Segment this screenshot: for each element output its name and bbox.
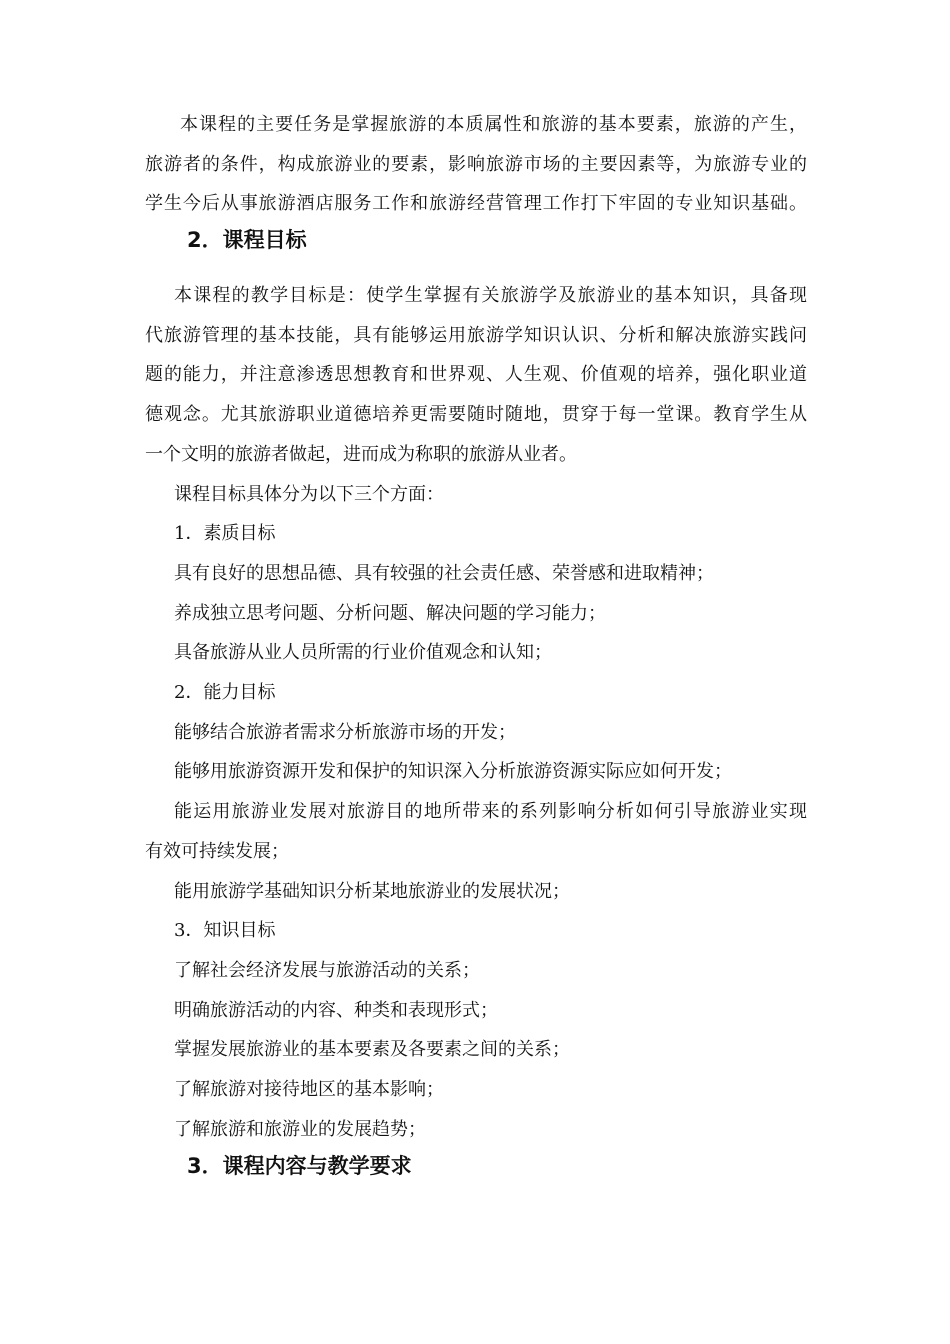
list-item: 能够结合旅游者需求分析旅游市场的开发； [174, 722, 516, 743]
paragraph-line: 本课程的主要任务是掌握旅游的本质属性和旅游的基本要素，旅游的产生， [180, 114, 807, 135]
list-item: 了解旅游和旅游业的发展趋势； [174, 1119, 426, 1140]
section-heading: 3．课程内容与教学要求 [187, 1154, 412, 1178]
list-item: 能运用旅游业发展对旅游目的地所带来的系列影响分析如何引导旅游业实现 [174, 801, 807, 822]
paragraph-line: 德观念。尤其旅游职业道德培养更需要随时随地，贯穿于每一堂课。教育学生从 [145, 404, 807, 425]
list-item: 具有良好的思想品德、具有较强的社会责任感、荣誉感和进取精神； [174, 563, 714, 584]
paragraph-line: 旅游者的条件，构成旅游业的要素，影响旅游市场的主要因素等，为旅游专业的 [145, 154, 807, 175]
list-item: 了解旅游对接待地区的基本影响； [174, 1079, 444, 1100]
list-item-continuation: 有效可持续发展； [145, 841, 289, 862]
paragraph-line: 学生今后从事旅游酒店服务工作和旅游经营管理工作打下牢固的专业知识基础。 [145, 193, 807, 214]
list-item: 能够用旅游资源开发和保护的知识深入分析旅游资源实际应如何开发； [174, 761, 732, 782]
subsection-title: 1．素质目标 [174, 523, 276, 544]
list-item: 养成独立思考问题、分析问题、解决问题的学习能力； [174, 603, 606, 624]
subsection-title: 3．知识目标 [174, 920, 276, 941]
list-item: 明确旅游活动的内容、种类和表现形式； [174, 1000, 498, 1021]
section-heading: 2．课程目标 [187, 228, 307, 252]
subsection-title: 2．能力目标 [174, 682, 276, 703]
aspects-intro: 课程目标具体分为以下三个方面： [174, 484, 444, 505]
paragraph-line: 本课程的教学目标是：使学生掌握有关旅游学及旅游业的基本知识，具备现 [174, 285, 807, 306]
paragraph-line: 题的能力，并注意渗透思想教育和世界观、人生观、价值观的培养，强化职业道 [145, 364, 807, 385]
list-item: 能用旅游学基础知识分析某地旅游业的发展状况； [174, 881, 570, 902]
paragraph-line: 一个文明的旅游者做起，进而成为称职的旅游从业者。 [145, 444, 577, 465]
list-item: 掌握发展旅游业的基本要素及各要素之间的关系； [174, 1039, 570, 1060]
list-item: 了解社会经济发展与旅游活动的关系； [174, 960, 480, 981]
list-item: 具备旅游从业人员所需的行业价值观念和认知； [174, 642, 552, 663]
paragraph-line: 代旅游管理的基本技能，具有能够运用旅游学知识认识、分析和解决旅游实践问 [145, 325, 807, 346]
